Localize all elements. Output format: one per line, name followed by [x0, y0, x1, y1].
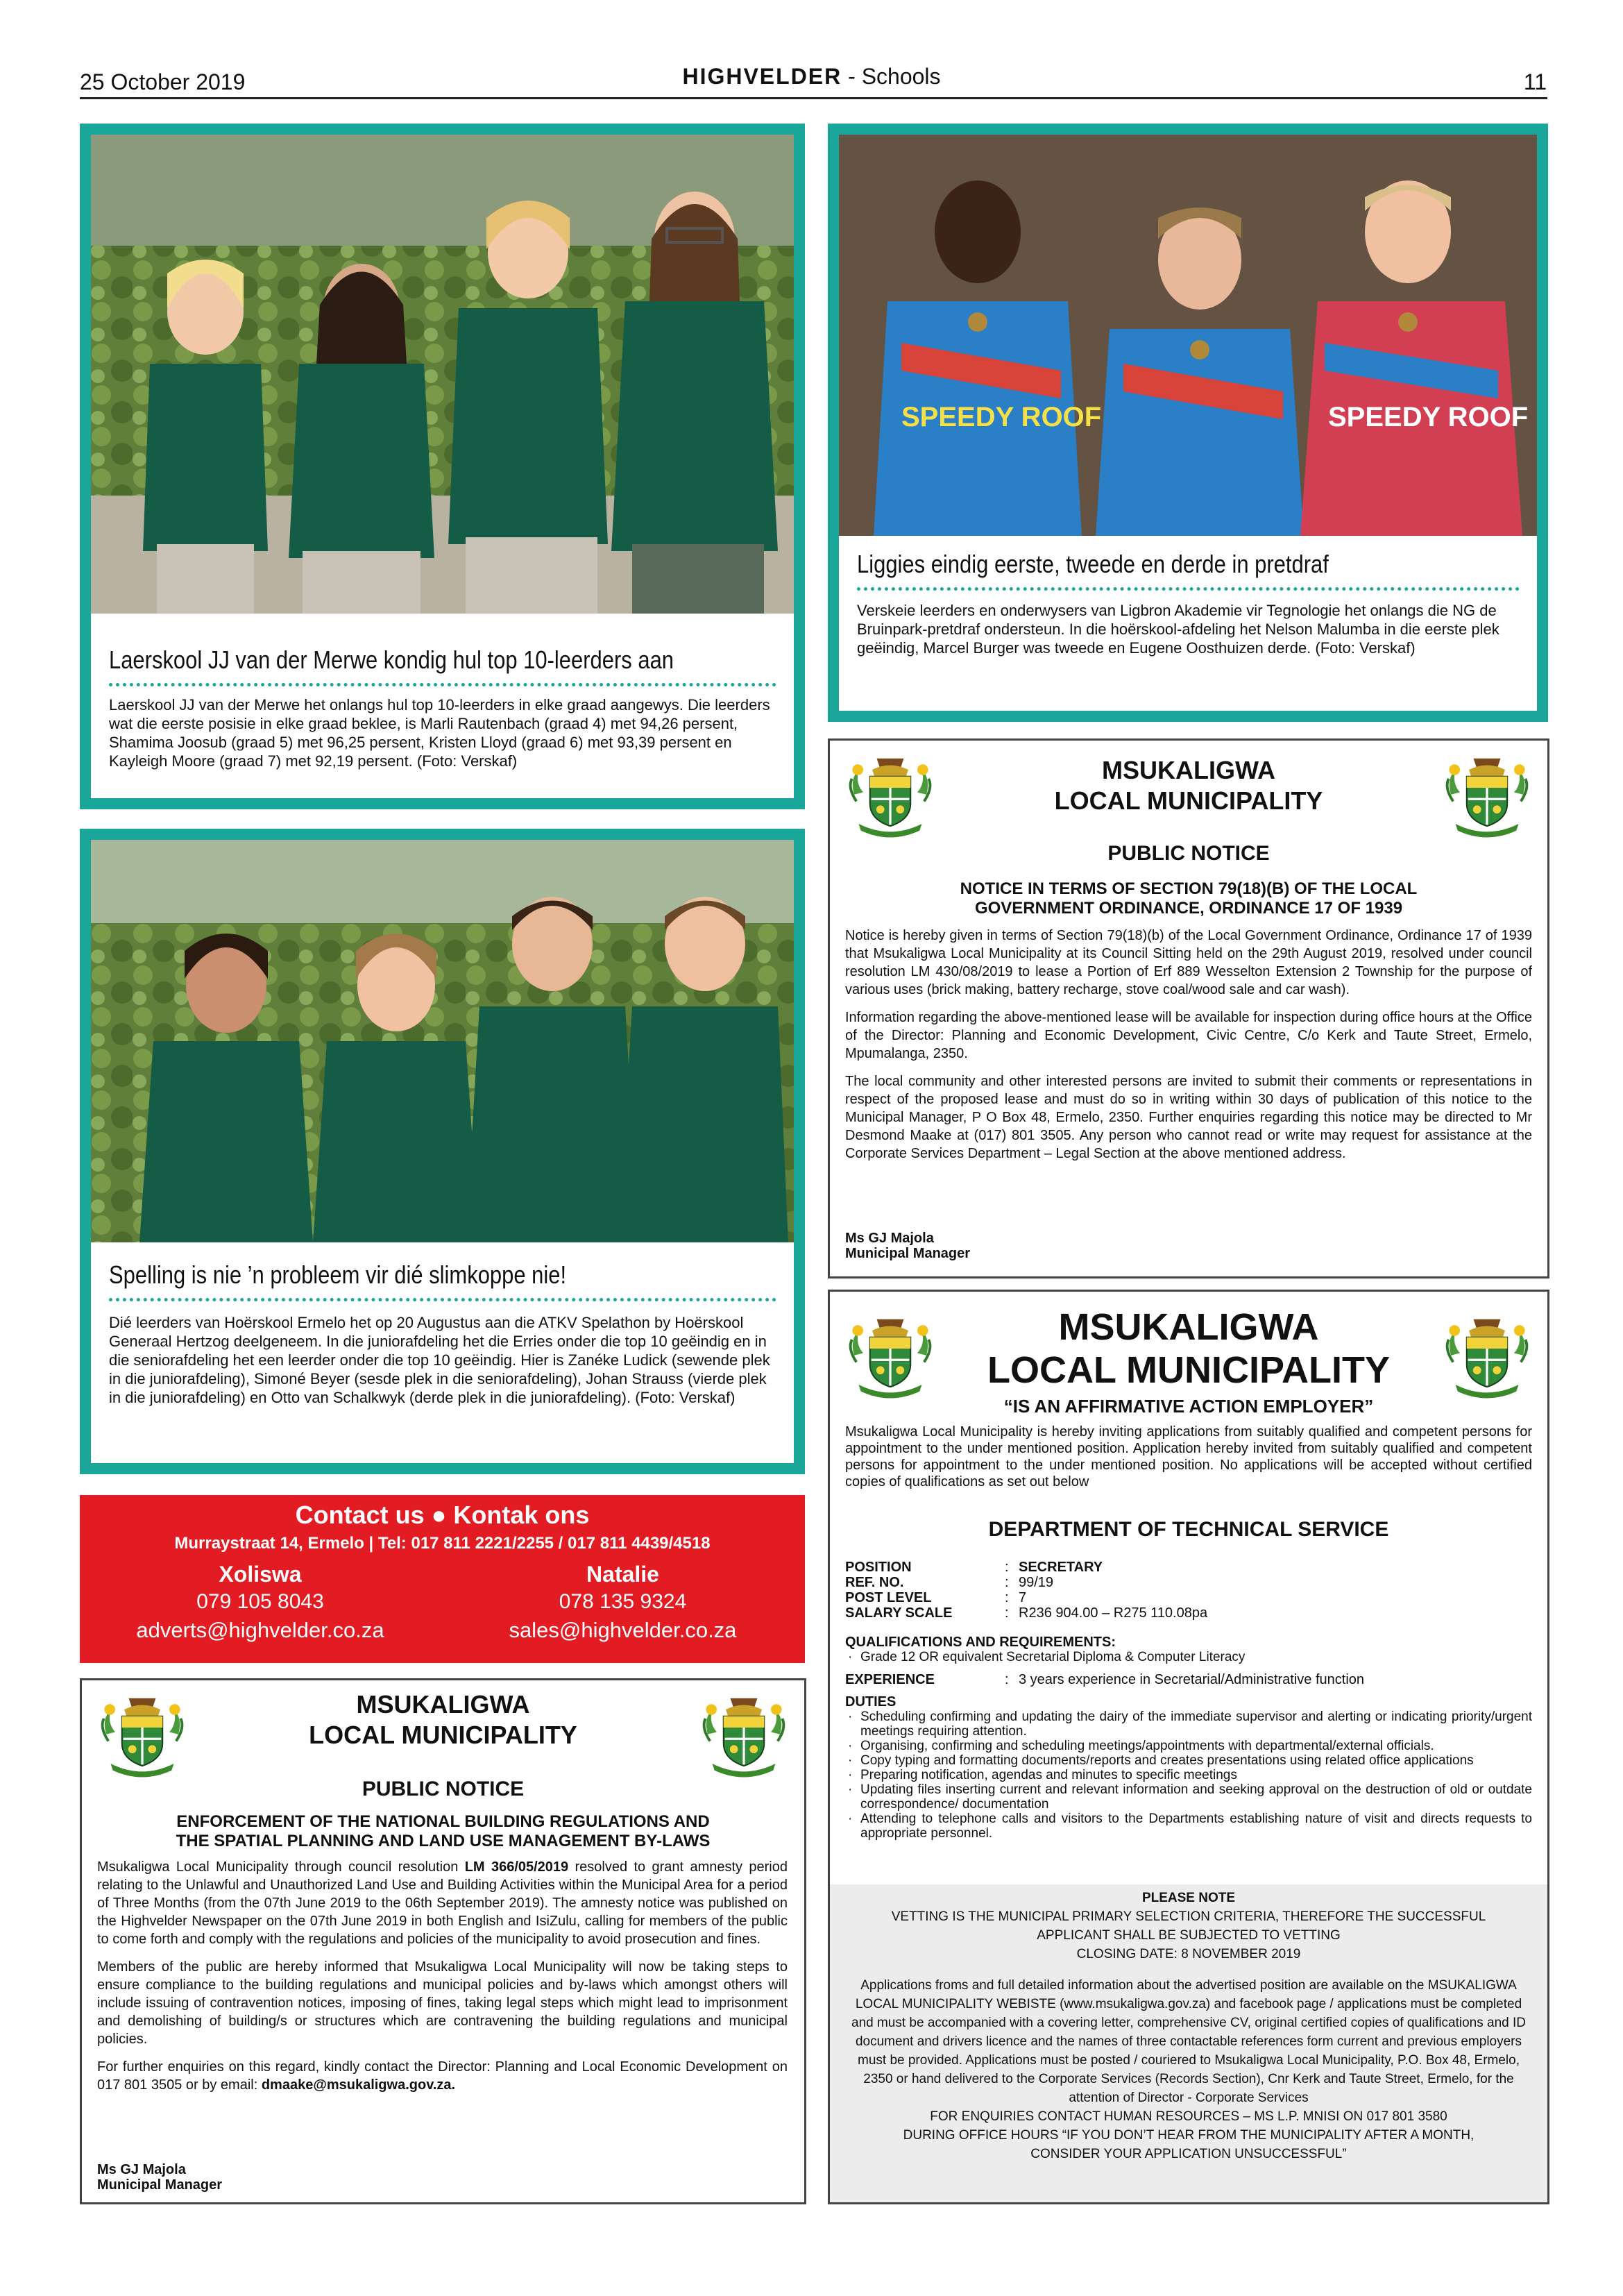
resolution-number: LM 366/05/2019	[464, 1859, 569, 1875]
field-row	[845, 1560, 1532, 1575]
note-heading: PLEASE NOTE	[1141, 1891, 1236, 1905]
contact-title: Contact us ● Kontak ons	[295, 1501, 590, 1529]
list-item: · Preparing notification, agendas and minutes to specific meetings	[845, 1768, 1532, 1782]
field-colon: :	[1005, 1605, 1009, 1621]
field-key: POST LEVEL	[845, 1590, 932, 1605]
text-run: For further enquiries on this regard, kindly contact the Director: Planning and Local Economic Development on 017 801 3505 or by email:	[97, 2059, 788, 2093]
signatory-title: Municipal Manager	[97, 2177, 223, 2193]
story-body: Dié leerders van Hoërskool Ermelo het op 20 Augustus aan die ATKV Spelathon by Hoërskool Generaal Hertzog deelgeneem. In die juniorafdeling het die Erries onder die top 10 geëindig en in die seniorafdeling het een leerder onder die top 10 geëindig. Hier is Zanéke Ludick (sewende plek in die juniorafdeling), Simoné Beyer (sesde plek in die seniorafdeling), Johan Strauss (vierde plek in die juniorafdeling) en Otto van Schalkwyk (derde plek in die juniorafdeling). (Foto: Verskaf)	[109, 1314, 770, 1406]
duties-list	[845, 1710, 1532, 1841]
contact-address: Murraystraat 14, Ermelo | Tel: 017 811 2221/2255 / 017 811 4439/4518	[174, 1534, 711, 1553]
field-row	[845, 1590, 1532, 1605]
story-title: Spelling is nie ’n probleem vir dié slimkoppe nie!	[109, 1260, 567, 1289]
story-body: Verskeie leerders en onderwysers van Ligbron Akademie vir Tegnologie het onlangs die NG de Bruinpark-pretdraf ondersteun. In die hoërskool-afdeling het Nelson Malumba in die eerste plek geëindig, Marcel Burger was tweede en Eugene Oosthuizen derde. (Foto: Verskaf)	[857, 602, 1499, 657]
dotted-divider	[109, 1298, 776, 1301]
field-colon: :	[1005, 1672, 1009, 1687]
org-name: MSUKALIGWA	[1102, 756, 1275, 784]
contact-name: Natalie	[586, 1562, 659, 1587]
story-body: Laerskool JJ van der Merwe het onlangs hul top 10-leerders in elke graad aangewys. Die leerders wat die eerste posisie in elke graad beklee, is Marli Rautenbach (graad 4) met 94,26 persent, Shamima Joosub (graad 5) met 96,25 persent, Kristen Lloyd (graad 6) met 93,39 persent en Kayleigh Moore (graad 7) met 92,19 persent. (Foto: Verskaf)	[109, 696, 770, 770]
note-line: APPLICANT SHALL BE SUBJECTED TO VETTING	[1037, 1928, 1341, 1943]
notice-body	[845, 927, 1532, 1172]
org-name-2: LOCAL MUNICIPALITY	[987, 1349, 1390, 1391]
list-item: · Copy typing and formatting documents/reports and creates presentations using related office applications	[845, 1753, 1532, 1768]
contact-email[interactable]: adverts@highvelder.co.za	[136, 1618, 384, 1642]
contact-box	[80, 1495, 805, 1663]
story-box-ligbron	[828, 124, 1548, 722]
field-key: SALARY SCALE	[845, 1605, 953, 1621]
list-item: · Organising, confirming and scheduling meetings/appointments with departmental/external officials.	[845, 1739, 1532, 1753]
field-value: 3 years experience in Secretarial/Administrative function	[1019, 1672, 1365, 1687]
page-number: 11	[1523, 69, 1547, 94]
photo-four-girls	[91, 135, 794, 614]
notice-paragraph	[97, 1858, 788, 1948]
story-title: Laerskool JJ van der Merwe kondig hul top 10-leerders aan	[109, 645, 674, 674]
notice-heading-2: THE SPATIAL PLANNING AND LAND USE MANAGEMENT BY-LAWS	[176, 1832, 711, 1850]
enquiry-line: CONSIDER YOUR APPLICATION UNSUCCESSFUL”	[1030, 2147, 1347, 2161]
org-name: MSUKALIGWA	[1058, 1306, 1319, 1348]
issue-date: 25 October 2019	[80, 69, 246, 94]
notice-kind: PUBLIC NOTICE	[362, 1778, 525, 1800]
public-notice-lease	[828, 738, 1549, 1278]
notice-heading: ENFORCEMENT OF THE NATIONAL BUILDING REGULATIONS AND	[176, 1812, 710, 1831]
closing-date: CLOSING DATE: 8 NOVEMBER 2019	[1076, 1947, 1301, 1961]
experience-row	[845, 1672, 1532, 1687]
field-row	[845, 1575, 1532, 1590]
field-key: REF. NO.	[845, 1575, 904, 1590]
signatory-name: Ms GJ Majola	[845, 1231, 934, 1246]
field-key: EXPERIENCE	[845, 1672, 935, 1687]
photo-three-runners	[839, 135, 1537, 536]
text-run: Msukaligwa Local Municipality through council resolution	[97, 1859, 465, 1875]
list-item: · Attending to telephone calls and visitors to the Departments establishing nature of visit and directs requests to appropriate personnel.	[845, 1812, 1532, 1841]
field-key: POSITION	[845, 1560, 912, 1575]
signatory-title: Municipal Manager	[845, 1246, 971, 1261]
list-item: · Updating files inserting current and relevant information and seeking approval on the destruction of old or outdate correspondence/ documentation	[845, 1782, 1532, 1812]
application-instructions: Applications froms and full detailed information about the advertised position are available on the MSUKALIGWA LOCAL MUNICIPALITY WEBISTE (www.msukaligwa.gov.za) and facebook page / applications must be completed and must be accompanied with a covering letter, comprehensive CV, original certified copies of qualifications and ID document and drivers licence and the names of three contactable references form current and previous employers must be provided. Applications must be posted / couriered to Msukaligwa Local Municipality, P.O. Box 48, Ermelo, 2350 or hand delivered to the Corporate Services (Records Section), Cnr Kerk and Taute Street, Ermelo, for the attention of Director - Corporate Services	[851, 1978, 1526, 2105]
contact-email[interactable]: sales@highvelder.co.za	[509, 1618, 737, 1642]
org-name-2: LOCAL MUNICIPALITY	[309, 1721, 577, 1749]
public-notice-by-laws	[80, 1678, 806, 2204]
contact-email[interactable]: dmaake@msukaligwa.gov.za.	[261, 2077, 456, 2093]
field-row	[845, 1605, 1532, 1621]
contact-person-1	[80, 1562, 441, 1643]
shirt-text-2: SPEEDY ROOF	[1328, 402, 1529, 432]
field-colon: :	[1005, 1560, 1009, 1575]
notice-paragraph: The local community and other interested persons are invited to submit their comments or representations in respect of the proposed lease and must do so in writing within 30 days of publication of this notice to the Municipal Manager, P O Box 48, Ermelo, 2350. Further enquiries regarding this notice may be directed to Mr Desmond Maake at (017) 801 3505. Any person who cannot read or write may request for assistance at the Corporate Services Department – Legal Section at the above mentioned address.	[845, 1074, 1532, 1161]
signature-block	[845, 1231, 970, 1261]
contact-phone[interactable]: 079 105 8043	[196, 1590, 324, 1613]
enquiry-line: DURING OFFICE HOURS “IF YOU DON’T HEAR FROM THE MUNICIPALITY AFTER A MONTH,	[903, 2128, 1475, 2143]
department-heading: DEPARTMENT OF TECHNICAL SERVICE	[988, 1518, 1389, 1541]
qualifications-heading: QUALIFICATIONS AND REQUIREMENTS:	[845, 1635, 1116, 1650]
field-value: 7	[1019, 1590, 1027, 1605]
notice-kind: PUBLIC NOTICE	[1107, 842, 1270, 865]
shirt-text-1: SPEEDY ROOF	[901, 402, 1102, 432]
section-name: - Schools	[848, 64, 941, 89]
job-advertisement	[828, 1290, 1549, 2204]
list-item: · Scheduling confirming and updating the dairy of the immediate supervisor and alerting or indicating priority/urgent meetings requiring attention.	[845, 1710, 1532, 1739]
signatory-name: Ms GJ Majola	[97, 2162, 186, 2177]
enquiry-line: FOR ENQUIRIES CONTACT HUMAN RESOURCES – MS L.P. MNISI ON 017 801 3580	[930, 2109, 1447, 2124]
notice-paragraph: Information regarding the above-mentioned lease will be available for inspection during office hours at the Office of the Director: Planning and Economic Development, Civic Centre, C/o Kerk and Taute Street, Ermelo, Mpumalanga, 2350.	[845, 1010, 1532, 1061]
field-value: 99/19	[1019, 1575, 1054, 1590]
dotted-divider	[109, 683, 776, 686]
field-value: SECRETARY	[1019, 1560, 1103, 1575]
qualifications-list	[845, 1650, 1532, 1664]
field-value: R236 904.00 – R275 110.08pa	[1019, 1605, 1208, 1621]
story-title: Liggies eindig eerste, tweede en derde in pretdraf	[857, 550, 1329, 578]
notice-paragraph: Notice is hereby given in terms of Section 79(18)(b) of the Local Government Ordinance, Ordinance 17 of 1939 that Msukaligwa Local Municipality at its Council Sitting held on the 29th August 2019, resolved under council resolution LM 430/08/2019 to lease a Portion of Erf 889 Wesselton Extension 2 Township for the purpose of various uses (brick making, battery recharge, stove coal/wood sale and car wash).	[845, 928, 1532, 997]
notice-heading-2: GOVERNMENT ORDINANCE, ORDINANCE 17 OF 1939	[974, 899, 1403, 918]
org-name-2: LOCAL MUNICIPALITY	[1054, 786, 1323, 815]
contact-person-2	[441, 1562, 805, 1643]
signature-block	[97, 2162, 222, 2193]
note-line: VETTING IS THE MUNICIPAL PRIMARY SELECTION CRITERIA, THEREFORE THE SUCCESSFUL	[891, 1909, 1486, 1924]
notice-paragraph: Members of the public are hereby informed that Msukaligwa Local Municipality will now be taking steps to ensure compliance to the building regulations and municipal policies and by-laws which amongst others will include issuing of contravention notices, imposing of fines, taking legal steps which might lead to imprisonment and demolishing of building/s or structures which are contravening the building regulations and municipal policies.	[97, 1959, 788, 2047]
duties-heading: DUTIES	[845, 1694, 897, 1710]
notice-body	[97, 1858, 788, 2104]
contact-phone[interactable]: 078 135 9324	[559, 1590, 687, 1613]
text-run: resolved to grant amnesty period relating to the Unlawful and Unauthorized Land Use and Building Activities within the Municipal Area for a period of Three Months (from the 07th June 2019 to the 06th September 2019). The amnesty notice was published on the Highvelder Newspaper on the 07th June 2019 in both English and IsiZulu, calling for members of the public to come forth and comply with the regulations and policies of the municipality to avoid prosecution and fines.	[97, 1859, 788, 1947]
story-box-spelathon	[80, 829, 805, 1474]
story-box-jj-van-der-merwe	[80, 124, 805, 809]
header-rule	[80, 97, 1547, 99]
contact-name: Xoliswa	[219, 1562, 302, 1587]
application-info	[830, 1884, 1547, 2202]
field-colon: :	[1005, 1590, 1009, 1605]
field-colon: :	[1005, 1575, 1009, 1590]
list-item: · Grade 12 OR equivalent Secretarial Diploma & Computer Literacy	[845, 1650, 1532, 1664]
tagline: “IS AN AFFIRMATIVE ACTION EMPLOYER”	[1003, 1396, 1374, 1417]
masthead	[0, 64, 1623, 90]
notice-paragraph	[97, 2058, 788, 2094]
org-name: MSUKALIGWA	[356, 1690, 530, 1719]
photo-four-students	[91, 840, 794, 1242]
dotted-divider	[857, 587, 1520, 591]
job-intro: Msukaligwa Local Municipality is hereby inviting applications from suitably qualified and competent persons for appointment to the under mentioned position. Application hereby invited from suitably qualified and competent persons for appointment to the under mentioned position. No applications will be accepted without certified copies of qualifications as set out below	[845, 1424, 1532, 1489]
notice-heading: NOTICE IN TERMS OF SECTION 79(18)(B) OF THE LOCAL	[960, 879, 1418, 898]
paper-name: HIGHVELDER	[682, 64, 842, 89]
